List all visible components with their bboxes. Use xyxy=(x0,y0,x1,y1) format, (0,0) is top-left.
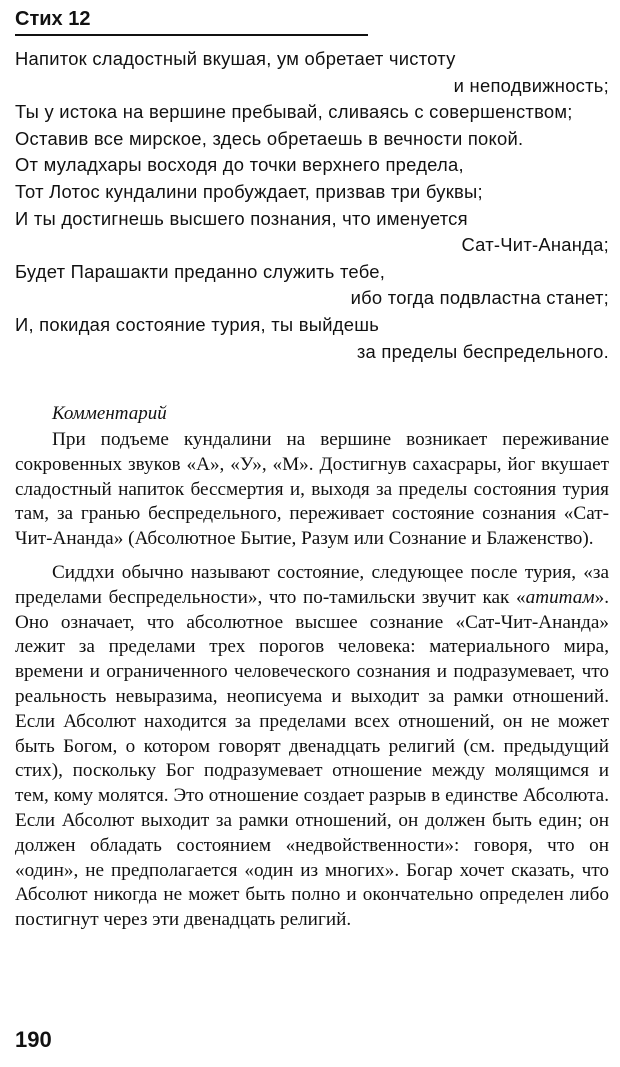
commentary-title: Комментарий xyxy=(52,403,167,424)
verse-line: за пределы беспредельного. xyxy=(356,340,609,362)
verse-line: Сат-Чит-Ананда; xyxy=(461,234,609,256)
verse-line: Тот Лотос кундалини пробуждает, призвав три буквы; xyxy=(15,180,483,202)
verse-line: И ты достигнешь высшего познания, что именуется xyxy=(15,207,468,229)
verse-line: Напиток сладостный вкушая, ум обретает чистоту xyxy=(15,48,456,69)
verse-line: и неподвижность; xyxy=(453,74,609,96)
tamil-term: атитам xyxy=(525,586,595,608)
paragraph-text: Сиддхи обычно называют состояние, следующее после турия, «за пределами беспредельности», что по-тамильски звучит как « xyxy=(15,561,609,608)
paragraph-text: ». Оно означает, что абсолютное высшее сознание «Сат-Чит-Ананда» лежит за пределами трех порогов человека: материального мира, времени и ограниченного человеческого сознания и подразумевает, что реальность невыразима, неописуема и выходит за рамки отношений. Если Абсолют находится за пределами всех отношений, он не может быть Богом, о котором говорят двенадцать религий (см. предыдущий стих), поскольку Бог подразумевает отношение между молящимся и тем, кому молятся. Это отношение создает разрыв в единстве Абсолюта. Если Абсолют выходит за рамки отношений, он должен быть един; он должен обладать состоянием «недвойственности»: говоря, что он «один», не предполагается «один из многих». Богар хочет сказать, что Абсолют никогда не может быть полно и окончательно определен либо постигнут через эти двенадцать религий. xyxy=(15,586,609,931)
commentary-paragraph-2 xyxy=(15,561,609,933)
verse-block xyxy=(15,46,609,365)
verse-line: От муладхары восходя до точки верхнего предела, xyxy=(15,154,464,176)
commentary-paragraph-1: При подъеме кундалини на вершине возникает переживание сокровенных звуков «А», «У», «М». Достигнув сахасрары, йог вкушает сладостный напиток бессмертия и, выходя за пределы состояния турия там, за гранью беспредельного, переживает состояние сознания «Сат-Чит-Ананда» (Абсолютное Бытие, Разум или Сознание и Блаженство). xyxy=(15,429,609,550)
verse-line: Будет Парашакти преданно служить тебе, xyxy=(15,260,386,282)
commentary-body xyxy=(15,428,609,933)
verse-line: И, покидая состояние турия, ты выйдешь xyxy=(15,313,380,335)
verse-line: ибо тогда подвластна станет; xyxy=(350,287,609,309)
verse-heading: Стих 12 xyxy=(15,6,368,36)
verse-line: Ты у истока на вершине пребывай, сливаясь с совершенством; xyxy=(15,101,573,123)
page-number: 190 xyxy=(15,1027,52,1052)
verse-line: Оставив все мирское, здесь обретаешь в вечности покой. xyxy=(15,127,524,149)
